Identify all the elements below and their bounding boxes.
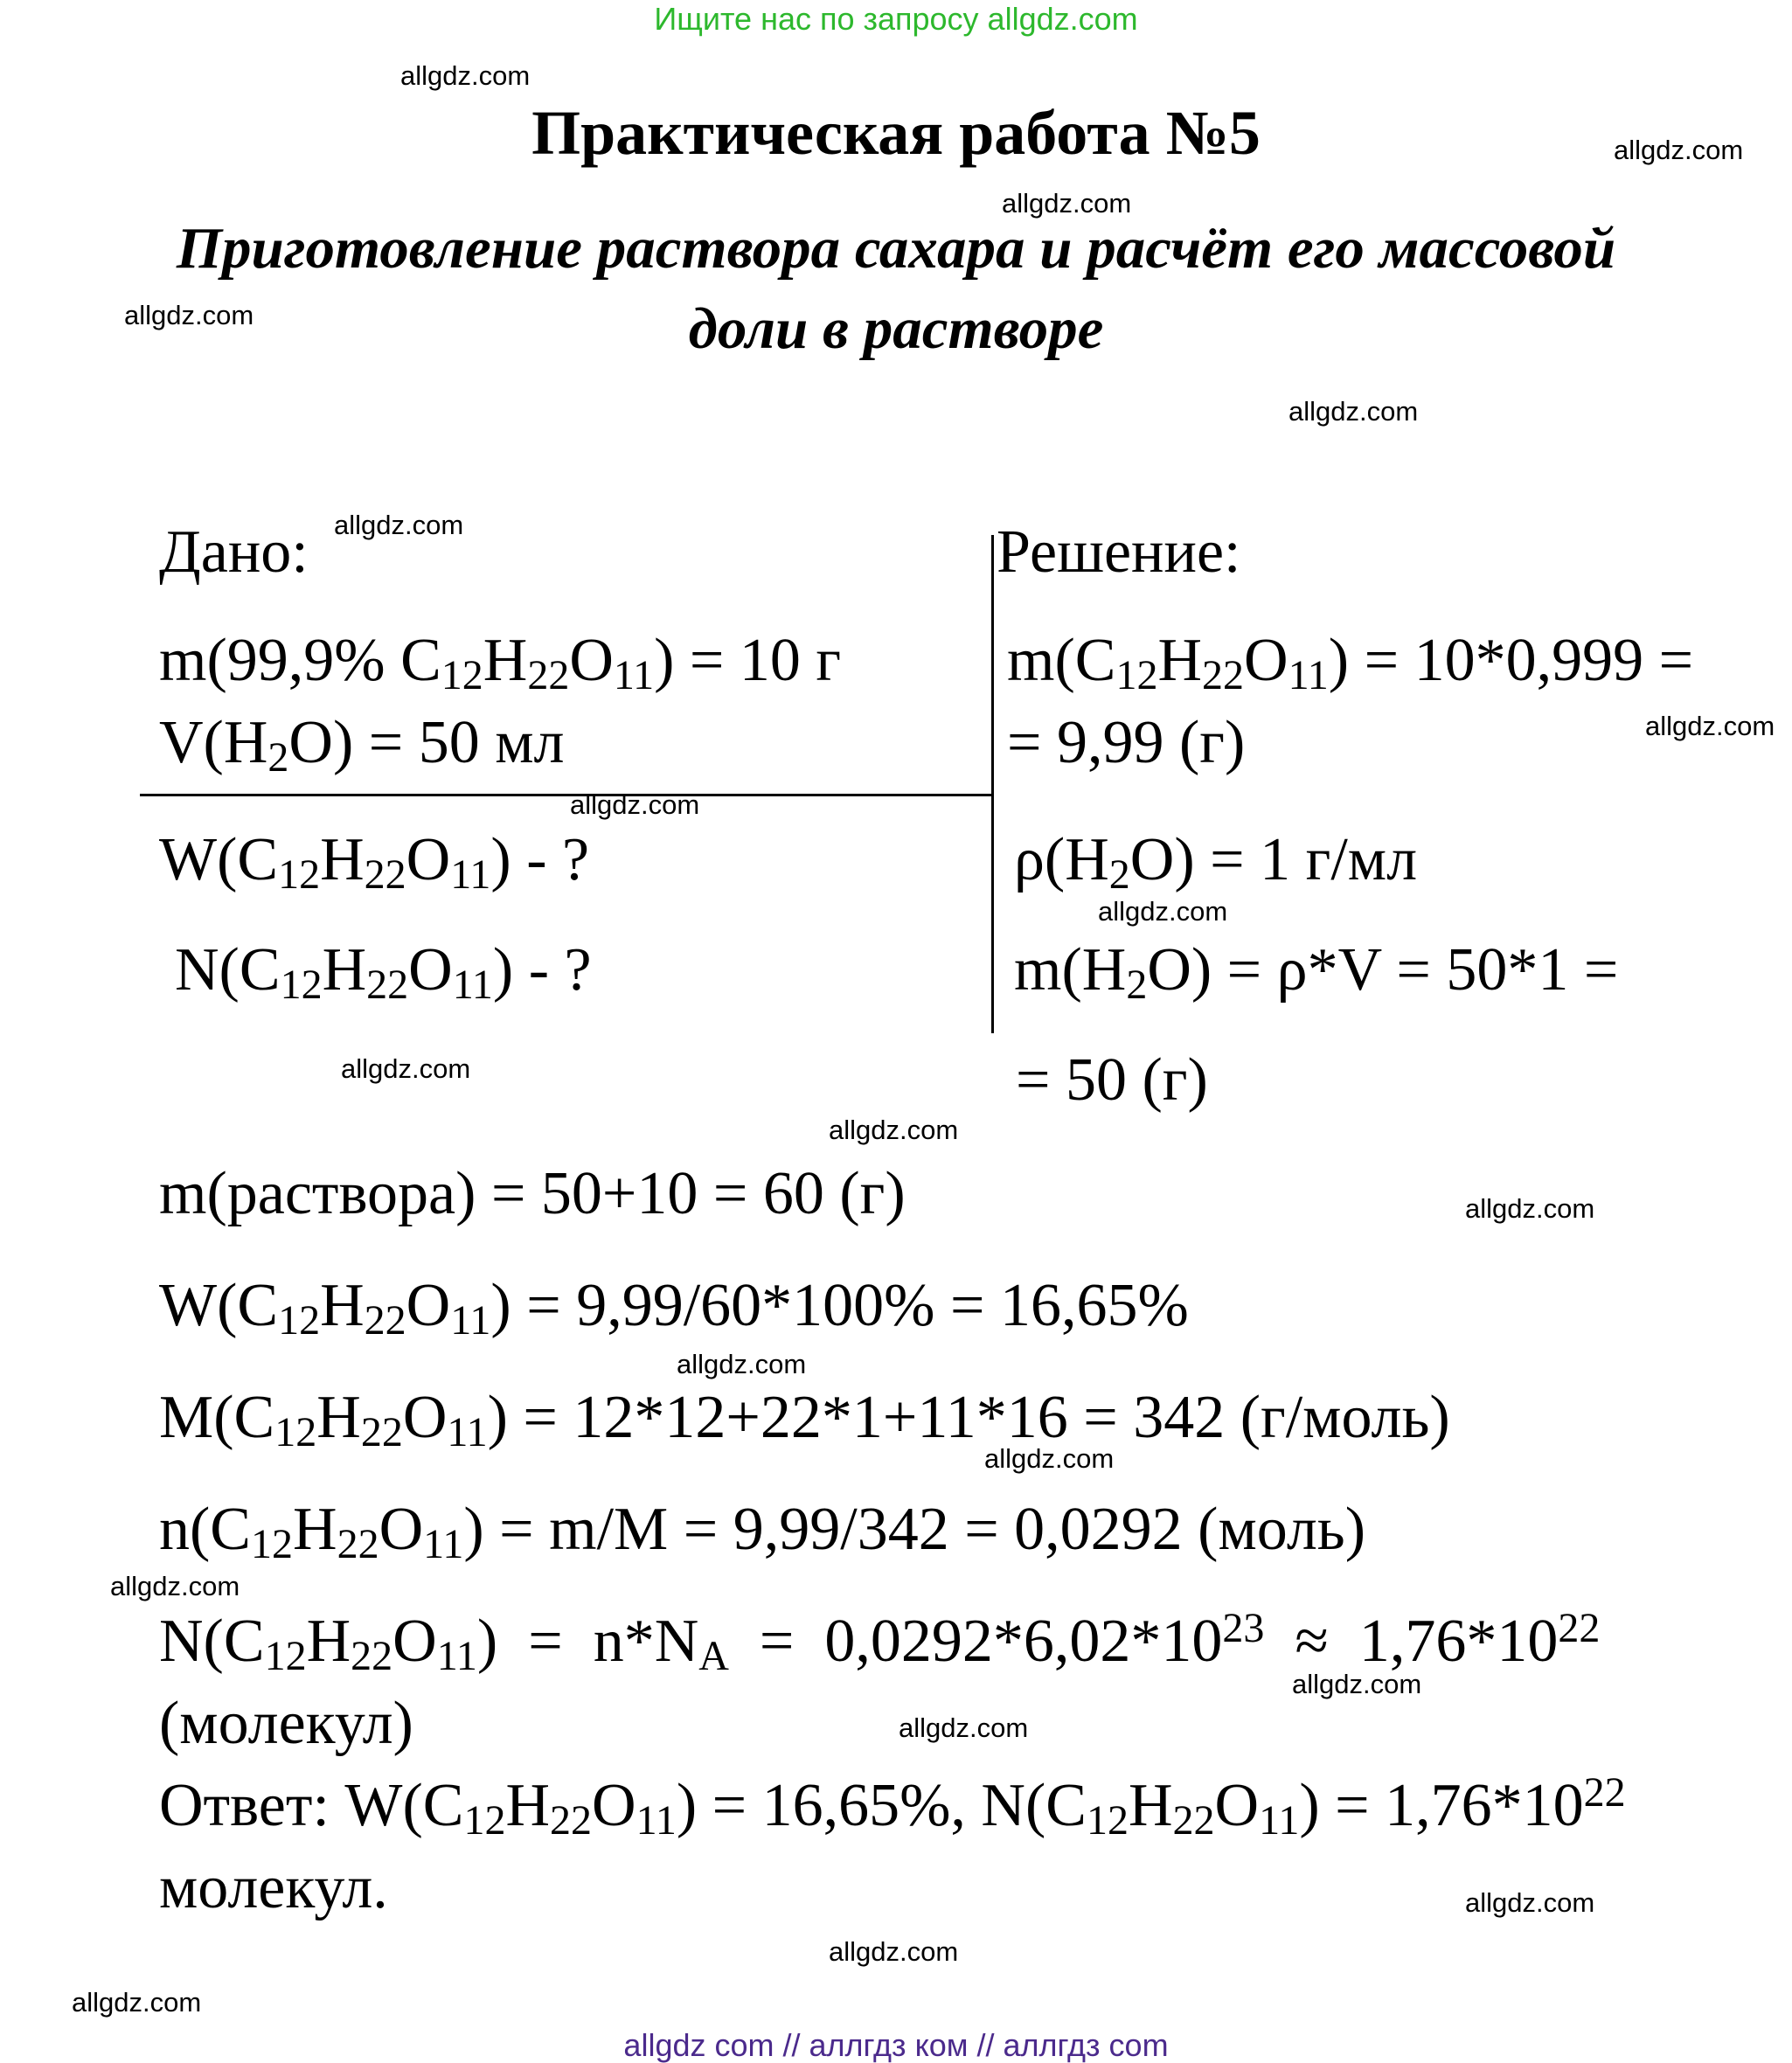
- subtitle-line-1: Приготовление раствора сахара и расчёт его массовой: [176, 216, 1616, 281]
- watermark: allgdz.com: [334, 510, 464, 540]
- watermark: allgdz.com: [72, 1987, 202, 2018]
- calc-molecule-unit: (молекул): [159, 1690, 413, 1757]
- footer-links[interactable]: allgdz com // аллгдз ком // аллгдз com: [623, 2027, 1169, 2063]
- page-title: Практическая работа №5: [531, 98, 1261, 168]
- watermark: allgdz.com: [570, 789, 700, 820]
- watermark: allgdz.com: [1288, 396, 1419, 427]
- watermark: allgdz.com: [341, 1053, 471, 1084]
- given-mass-line: m(99,9% $C_{12}H_{22}O_{11}) = 10$ г: [159, 627, 842, 698]
- watermark: allgdz.com: [899, 1712, 1029, 1743]
- subtitle-line-2: доли в растворе: [688, 296, 1104, 361]
- watermark: allgdz.com: [1465, 1193, 1595, 1224]
- given-heading: Дано:: [159, 518, 309, 586]
- given-solution-divider: [991, 535, 994, 1033]
- watermark: allgdz.com: [124, 300, 254, 330]
- solution-mass-water-line: $m(H_2O) = \rho*V = 50*1$ =: [1014, 936, 1619, 1008]
- calc-molecule-count: $N(C_{12}H_{22}O_{11}) = n*N_A = 0,0292*6,02*10^{23} \approx 1,76*10^{22}$: [159, 1605, 1601, 1679]
- watermark: allgdz.com: [829, 1936, 959, 1967]
- watermark: allgdz.com: [1614, 135, 1744, 165]
- watermark: allgdz.com: [1002, 188, 1132, 219]
- watermark: allgdz.com: [829, 1115, 959, 1145]
- watermark: allgdz.com: [1292, 1669, 1422, 1699]
- find-n-line: $N(C_{12}H_{22}O_{11})$ - ?: [175, 936, 592, 1008]
- given-find-divider: [140, 794, 993, 796]
- watermark: allgdz.com: [1098, 896, 1228, 927]
- watermark: allgdz.com: [400, 60, 531, 91]
- find-w-line: $W(C_{12}H_{22}O_{11})$ - ?: [159, 826, 590, 898]
- watermark: allgdz.com: [110, 1571, 240, 1601]
- given-volume-line: $V(H_2O) = 50$ мл: [159, 709, 565, 781]
- answer-tail: молекул.: [159, 1854, 388, 1921]
- solution-density-line: $\rho(H_2O) = 1$ г/мл: [1014, 826, 1418, 898]
- calc-mass-fraction: $W(C_{12}H_{22}O_{11}) = 9,99/60*100\% = 16,65\%$: [159, 1272, 1189, 1344]
- watermark: allgdz.com: [1645, 711, 1775, 741]
- calc-mass-solution: m(раствора) = 50+10 = 60 (г): [159, 1160, 906, 1227]
- solution-mass-sugar-result: = 9,99 (г): [1007, 709, 1246, 776]
- solution-heading: Решение:: [997, 518, 1241, 586]
- watermark: allgdz.com: [984, 1443, 1115, 1474]
- solution-mass-water-result: = 50 (г): [1016, 1046, 1208, 1114]
- top-banner[interactable]: Ищите нас по запросу allgdz.com: [654, 1, 1138, 37]
- solution-mass-sugar-line: $m(C_{12}H_{22}O_{11}) = 10*0,999$ =: [1007, 627, 1694, 698]
- calc-molar-mass: $M(C_{12}H_{22}O_{11}) = 12*12+22*1+11*16 = 342$ (г/моль): [159, 1384, 1450, 1455]
- calc-amount: $n(C_{12}H_{22}O_{11}) = m/M = 9,99/342 = 0,0292$ (моль): [159, 1496, 1366, 1567]
- watermark: allgdz.com: [677, 1349, 807, 1379]
- answer-line: Ответ: $W(C_{12}H_{22}O_{11}) = 16,65\%$, $N(C_{12}H_{22}O_{11}) = 1,76*10^{22}$: [159, 1769, 1626, 1844]
- watermark: allgdz.com: [1465, 1887, 1595, 1918]
